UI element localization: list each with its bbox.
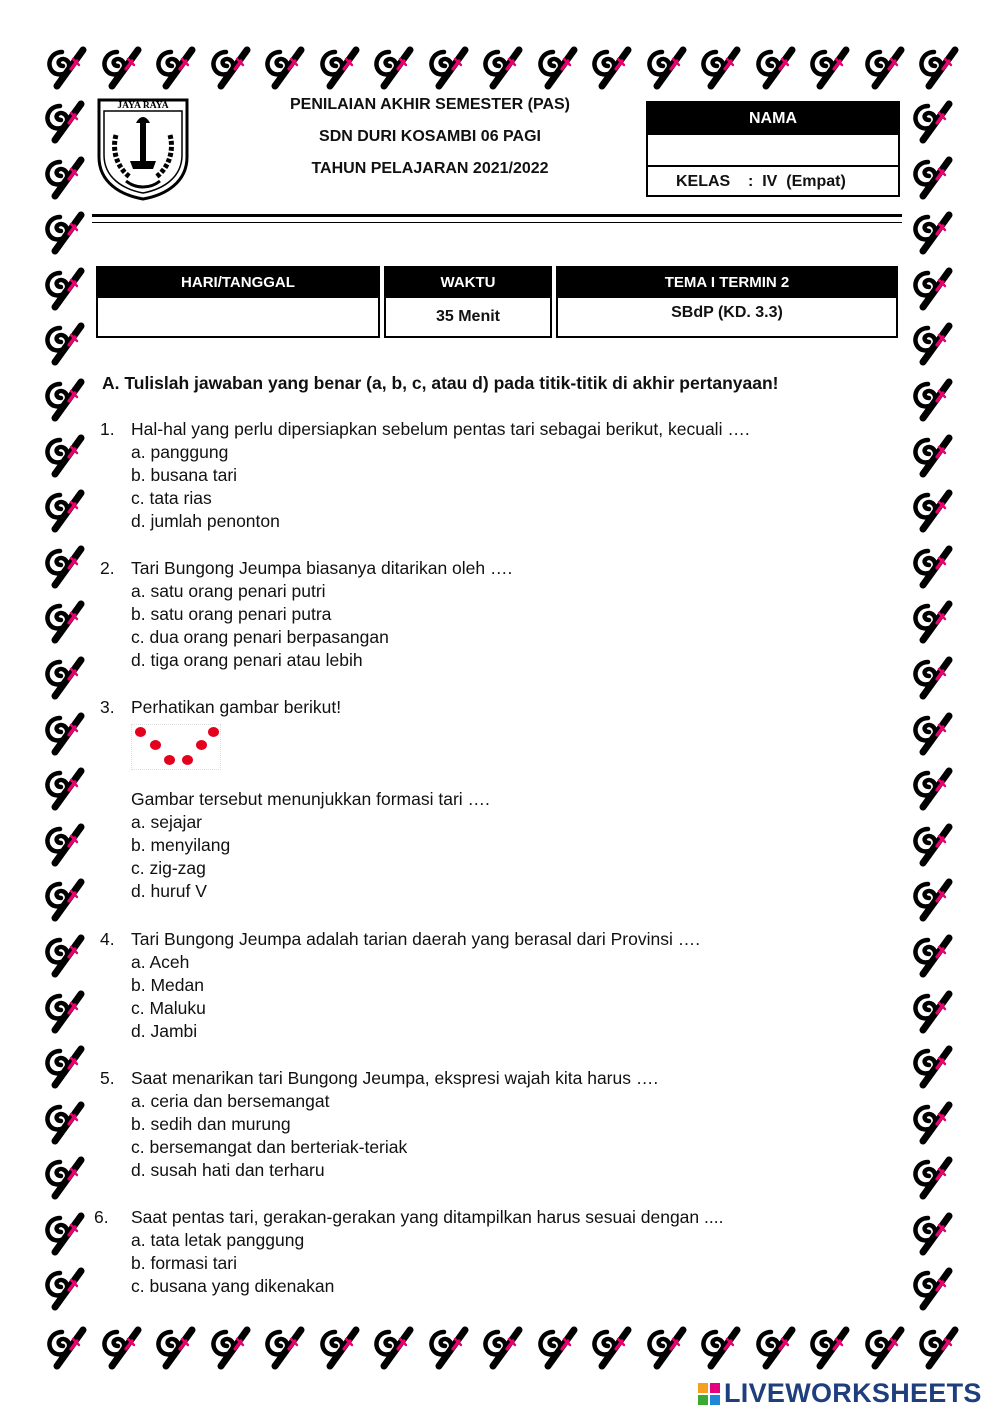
swirl-ornament-icon [906, 1152, 954, 1200]
dancer-dot [164, 755, 175, 765]
swirl-ornament-icon [258, 1322, 306, 1370]
option-c[interactable]: c. tata rias [131, 488, 212, 508]
swirl-ornament-icon [38, 874, 86, 922]
question-number: 3. [100, 697, 115, 717]
option-d[interactable]: d. huruf V [131, 881, 207, 901]
swirl-ornament-icon [38, 318, 86, 366]
student-identity-box [646, 101, 900, 197]
swirl-ornament-icon [38, 541, 86, 589]
nama-label: NAMA [648, 103, 898, 135]
swirl-ornament-icon [367, 1322, 415, 1370]
tema-label: TEMA I TERMIN 2 [558, 268, 896, 298]
dancer-dot [208, 727, 219, 737]
swirl-ornament-icon [38, 763, 86, 811]
swirl-ornament-icon [906, 1097, 954, 1145]
swirl-ornament-icon [906, 207, 954, 255]
option-b[interactable]: b. satu orang penari putra [131, 604, 332, 624]
swirl-ornament-icon [906, 430, 954, 478]
school-year: TAHUN PELAJARAN 2021/2022 [311, 160, 549, 177]
question-stem-continued: Gambar tersebut menunjukkan formasi tari …. [131, 789, 490, 809]
swirl-ornament-icon [258, 42, 306, 90]
swirl-ornament-icon [906, 263, 954, 311]
question-number: 1. [100, 419, 115, 439]
option-a[interactable]: a. sejajar [131, 812, 203, 832]
dancer-dot [150, 740, 161, 750]
header-divider [92, 214, 902, 217]
tema-box [556, 266, 898, 338]
swirl-ornament-icon [906, 1208, 954, 1256]
swirl-ornament-icon [149, 1322, 197, 1370]
question-stem: Saat menarikan tari Bungong Jeumpa, ekspresi wajah kita harus …. [131, 1068, 659, 1088]
swirl-ornament-icon [38, 485, 86, 533]
swirl-ornament-icon [906, 652, 954, 700]
swirl-ornament-icon [858, 1322, 906, 1370]
tema-value: SBdP (KD. 3.3) [671, 304, 783, 321]
question-number: 4. [100, 929, 115, 949]
swirl-ornament-icon [694, 42, 742, 90]
swirl-ornament-icon [906, 541, 954, 589]
swirl-ornament-icon [38, 596, 86, 644]
option-b[interactable]: b. busana tari [131, 465, 238, 485]
option-a[interactable]: a. panggung [131, 442, 229, 462]
question-stem: Tari Bungong Jeumpa biasanya ditarikan oleh …. [131, 558, 513, 578]
swirl-ornament-icon [95, 42, 143, 90]
swirl-ornament-icon [906, 986, 954, 1034]
swirl-ornament-icon [694, 1322, 742, 1370]
swirl-ornament-icon [38, 1152, 86, 1200]
crest-label: JAYA RAYA [117, 101, 169, 111]
swirl-ornament-icon [38, 207, 86, 255]
option-a[interactable]: a. tata letak panggung [131, 1230, 305, 1250]
swirl-ornament-icon [906, 96, 954, 144]
swirl-ornament-icon [749, 1322, 797, 1370]
swirl-ornament-icon [906, 819, 954, 867]
option-d[interactable]: d. Jambi [131, 1021, 198, 1041]
option-d[interactable]: d. susah hati dan terharu [131, 1160, 325, 1180]
swirl-ornament-icon [906, 930, 954, 978]
swirl-ornament-icon [749, 42, 797, 90]
waktu-value: 35 Menit [435, 308, 500, 325]
option-b[interactable]: b. Medan [131, 975, 204, 995]
swirl-ornament-icon [906, 763, 954, 811]
swirl-ornament-icon [38, 819, 86, 867]
swirl-ornament-icon [40, 1322, 88, 1370]
dancer-dot [135, 727, 146, 737]
swirl-ornament-icon [906, 318, 954, 366]
swirl-ornament-icon [906, 485, 954, 533]
swirl-ornament-icon [912, 42, 960, 90]
decorative-border-right [906, 96, 954, 1319]
swirl-ornament-icon [38, 374, 86, 422]
option-c[interactable]: c. bersemangat dan berteriak-teriak [131, 1137, 408, 1157]
option-b[interactable]: b. formasi tari [131, 1253, 237, 1273]
liveworksheets-logo-text: LIVEWORKSHEETS [724, 1378, 982, 1408]
question-number: 5. [100, 1068, 115, 1088]
swirl-ornament-icon [858, 42, 906, 90]
waktu-label: WAKTU [386, 268, 550, 298]
option-a[interactable]: a. Aceh [131, 952, 190, 972]
swirl-ornament-icon [95, 1322, 143, 1370]
option-b[interactable]: b. sedih dan murung [131, 1114, 291, 1134]
swirl-ornament-icon [38, 152, 86, 200]
swirl-ornament-icon [313, 1322, 361, 1370]
swirl-ornament-icon [38, 430, 86, 478]
option-d[interactable]: d. jumlah penonton [131, 511, 280, 531]
swirl-ornament-icon [38, 930, 86, 978]
option-c[interactable]: c. dua orang penari berpasangan [131, 627, 389, 647]
nama-field[interactable] [648, 135, 898, 167]
swirl-ornament-icon [38, 1263, 86, 1311]
swirl-ornament-icon [640, 1322, 688, 1370]
question-number: 2. [100, 558, 115, 578]
swirl-ornament-icon [38, 263, 86, 311]
hari-tanggal-label: HARI/TANGGAL [98, 268, 378, 298]
school-name: SDN DURI KOSAMBI 06 PAGI [319, 128, 541, 145]
option-c[interactable]: c. Maluku [131, 998, 206, 1018]
kelas-field: KELAS : IV (Empat) [676, 173, 846, 190]
swirl-ornament-icon [313, 42, 361, 90]
swirl-ornament-icon [204, 1322, 252, 1370]
decorative-border-top [40, 42, 967, 90]
option-a[interactable]: a. satu orang penari putri [131, 581, 326, 601]
option-d[interactable]: d. tiga orang penari atau lebih [131, 650, 363, 670]
option-b[interactable]: b. menyilang [131, 835, 231, 855]
swirl-ornament-icon [912, 1322, 960, 1370]
jakarta-crest-icon [96, 97, 190, 201]
question-number: 6. [94, 1207, 109, 1227]
swirl-ornament-icon [906, 374, 954, 422]
decorative-border-bottom [40, 1322, 967, 1370]
hari-tanggal-box [96, 266, 380, 338]
swirl-ornament-icon [640, 42, 688, 90]
swirl-ornament-icon [906, 1263, 954, 1311]
question-stem: Tari Bungong Jeumpa adalah tarian daerah yang berasal dari Provinsi …. [131, 929, 701, 949]
swirl-ornament-icon [38, 1097, 86, 1145]
waktu-box [384, 266, 552, 338]
swirl-ornament-icon [906, 874, 954, 922]
liveworksheets-logo[interactable] [698, 1378, 982, 1409]
swirl-ornament-icon [476, 42, 524, 90]
swirl-ornament-icon [422, 1322, 470, 1370]
swirl-ornament-icon [38, 708, 86, 756]
section-a-instruction: A. Tulislah jawaban yang benar (a, b, c, atau d) pada titik-titik di akhir pertanyaan! [102, 373, 779, 393]
decorative-border-left [38, 96, 86, 1319]
question-stem: Hal-hal yang perlu dipersiapkan sebelum pentas tari sebagai berikut, kecuali …. [131, 419, 750, 439]
exam-title: PENILAIAN AKHIR SEMESTER (PAS) [289, 96, 570, 113]
swirl-ornament-icon [149, 42, 197, 90]
dancer-dot [196, 740, 207, 750]
swirl-ornament-icon [38, 96, 86, 144]
dance-formation-figure [131, 724, 221, 770]
liveworksheets-logo-icon [698, 1383, 720, 1405]
swirl-ornament-icon [204, 42, 252, 90]
swirl-ornament-icon [585, 1322, 633, 1370]
hari-tanggal-field[interactable] [98, 298, 378, 336]
swirl-ornament-icon [476, 1322, 524, 1370]
swirl-ornament-icon [367, 42, 415, 90]
swirl-ornament-icon [803, 42, 851, 90]
dancer-dot [182, 755, 193, 765]
swirl-ornament-icon [906, 596, 954, 644]
swirl-ornament-icon [906, 1041, 954, 1089]
question-stem: Perhatikan gambar berikut! [131, 697, 342, 717]
swirl-ornament-icon [38, 986, 86, 1034]
swirl-ornament-icon [906, 152, 954, 200]
option-c[interactable]: c. zig-zag [131, 858, 206, 878]
option-a[interactable]: a. ceria dan bersemangat [131, 1091, 330, 1111]
swirl-ornament-icon [803, 1322, 851, 1370]
swirl-ornament-icon [40, 42, 88, 90]
swirl-ornament-icon [531, 42, 579, 90]
header-divider-thin [92, 222, 902, 223]
swirl-ornament-icon [585, 42, 633, 90]
question-stem: Saat pentas tari, gerakan-gerakan yang ditampilkan harus sesuai dengan .... [131, 1207, 724, 1227]
swirl-ornament-icon [38, 1041, 86, 1089]
swirl-ornament-icon [38, 652, 86, 700]
swirl-ornament-icon [531, 1322, 579, 1370]
swirl-ornament-icon [906, 708, 954, 756]
option-c[interactable]: c. busana yang dikenakan [131, 1276, 335, 1296]
swirl-ornament-icon [38, 1208, 86, 1256]
swirl-ornament-icon [422, 42, 470, 90]
